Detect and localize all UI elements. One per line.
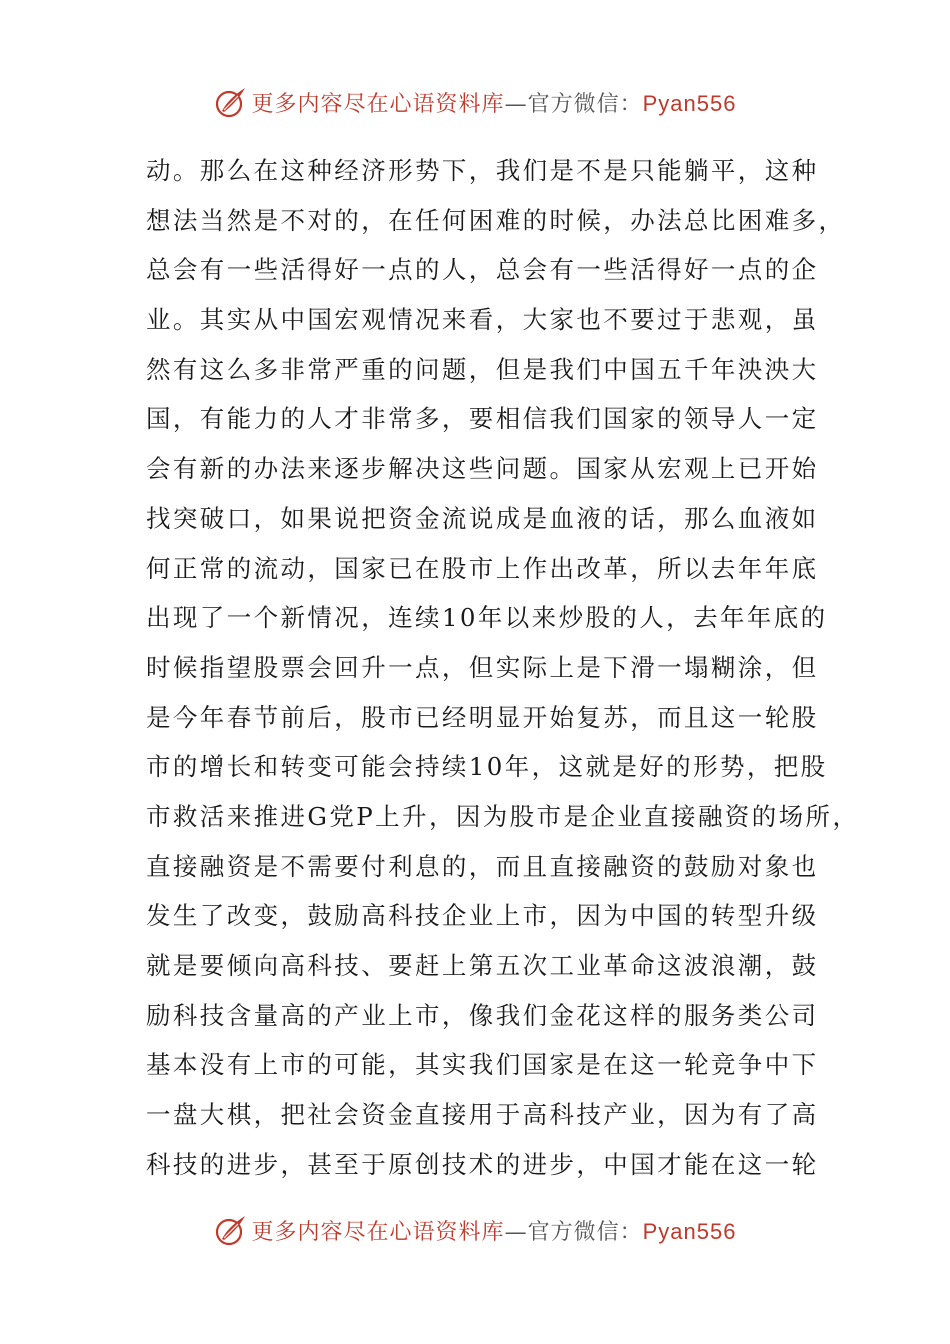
text-line: 是今年春节前后，股市已经明显开始复苏，而且这一轮股 [146, 702, 819, 732]
text-line: 动。那么在这种经济形势下，我们是不是只能躺平，这种 [146, 156, 819, 185]
header-banner-wechat: Pyan556 [642, 90, 737, 116]
quill-pen-logo-icon [214, 1213, 248, 1247]
quill-pen-logo-icon [214, 85, 248, 119]
text-line: 会有新的办法来逐步解决这些问题。国家从宏观上已开始 [146, 454, 819, 484]
text-line: 基本没有上市的可能，其实我们国家是在这一轮竞争中下 [146, 1050, 819, 1080]
text-line: 一盘大棋，把社会资金直接用于高科技产业，因为有了高 [146, 1100, 819, 1130]
text-line: 发生了改变，鼓励高科技企业上市，因为中国的转型升级 [146, 901, 819, 931]
text-line: 国，有能力的人才非常多，要相信我们国家的领导人一定 [146, 404, 819, 434]
header-banner [0, 80, 950, 124]
text-line: 科技的进步，甚至于原创技术的进步，中国才能在这一轮 [146, 1149, 819, 1179]
text-line: 市的增长和转变可能会持续10年，这就是好的形势，把股 [146, 752, 828, 782]
header-banner-label: 官方微信： [527, 91, 643, 117]
text-line: 找突破口，如果说把资金流说成是血液的话，那么血液如 [146, 503, 819, 533]
header-banner-text [252, 87, 737, 118]
text-line: 励科技含量高的产业上市，像我们金花这样的服务类公司 [146, 1000, 819, 1030]
text-line: 直接融资是不需要付利息的，而且直接融资的鼓励对象也 [146, 851, 819, 881]
text-line: 想法当然是不对的，在任何困难的时候，办法总比困难多， [146, 205, 846, 235]
footer-banner-wechat: Pyan556 [642, 1218, 737, 1244]
document-body [146, 146, 860, 1189]
header-banner-dash: — [504, 91, 528, 117]
footer-banner [0, 1208, 950, 1252]
text-line: 然有这么多非常严重的问题，但是我们中国五千年泱泱大 [146, 354, 819, 384]
text-line: 业。其实从中国宏观情况来看，大家也不要过于悲观，虽 [146, 305, 819, 335]
text-line: 就是要倾向高科技、要赶上第五次工业革命这波浪潮，鼓 [146, 951, 819, 980]
footer-banner-text [252, 1215, 737, 1246]
footer-banner-label: 官方微信： [527, 1219, 643, 1245]
text-line: 时候指望股票会回升一点，但实际上是下滑一塌糊涂，但 [146, 652, 819, 682]
footer-banner-dash: — [504, 1219, 528, 1245]
text-line: 出现了一个新情况，连续10年以来炒股的人，去年年底的 [146, 603, 828, 633]
text-line: 何正常的流动，国家已在股市上作出改革，所以去年年底 [146, 553, 819, 583]
footer-banner-main: 更多内容尽在心语资料库 [251, 1219, 505, 1245]
text-line: 总会有一些活得好一点的人，总会有一些活得好一点的企 [146, 255, 819, 285]
text-line: 市救活来推进G党P上升，因为股市是企业直接融资的场所， [146, 801, 860, 831]
header-banner-main: 更多内容尽在心语资料库 [251, 91, 505, 117]
